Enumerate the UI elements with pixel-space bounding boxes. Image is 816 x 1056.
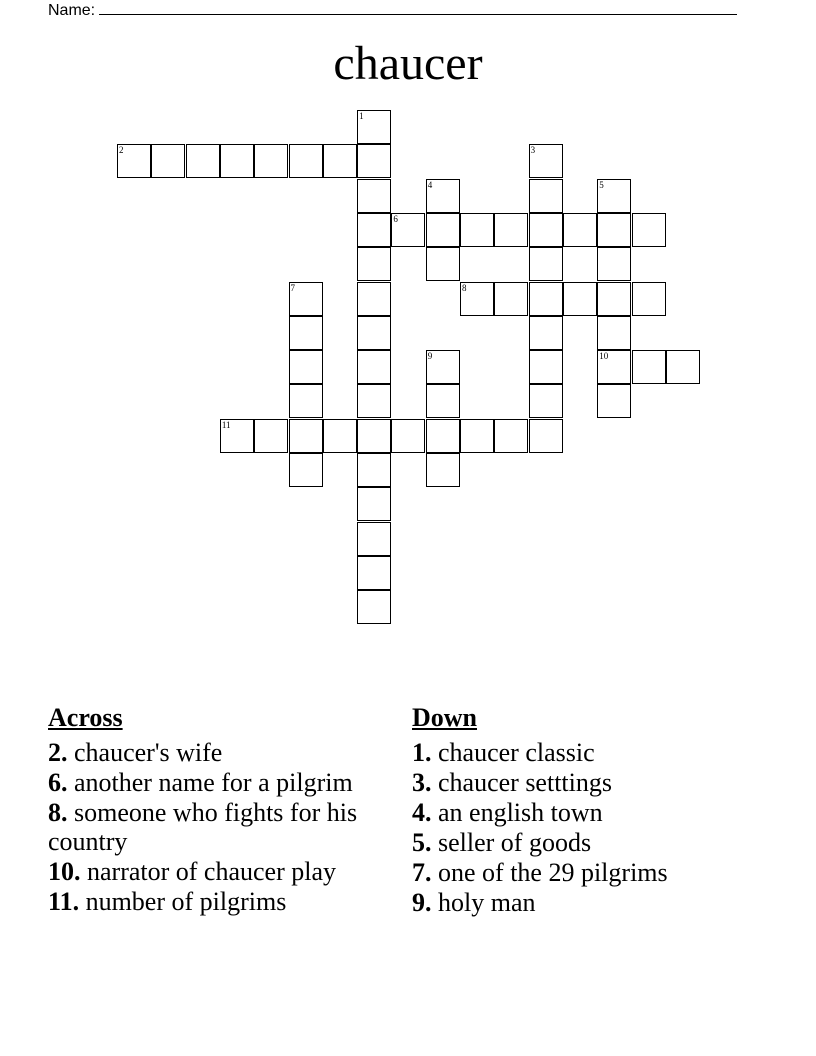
grid-cell[interactable] — [529, 316, 563, 350]
grid-cell[interactable] — [494, 213, 528, 247]
down-clue — [412, 828, 772, 857]
across-clue — [48, 768, 378, 797]
clue-number: 11 — [221, 419, 231, 430]
across-clues — [48, 703, 378, 917]
down-clue — [412, 768, 772, 797]
across-clue — [48, 857, 378, 886]
clue-number-label: 1. — [412, 738, 432, 767]
grid-cell[interactable] — [117, 144, 151, 178]
grid-cell[interactable] — [597, 384, 631, 418]
grid-cell[interactable] — [357, 144, 391, 178]
clue-text: holy man — [431, 888, 536, 917]
clue-text: someone who fights for his country — [48, 798, 358, 856]
down-heading: Down — [412, 703, 478, 732]
grid-cell[interactable] — [597, 213, 631, 247]
grid-cell[interactable] — [357, 179, 391, 213]
clue-number-label: 9. — [412, 888, 432, 917]
grid-cell[interactable] — [357, 556, 391, 590]
down-clue — [412, 858, 772, 887]
clue-number-label: 6. — [48, 768, 68, 797]
grid-cell[interactable] — [632, 213, 666, 247]
clue-number-label: 10. — [48, 857, 81, 886]
grid-cell[interactable] — [186, 144, 220, 178]
grid-cell[interactable] — [357, 522, 391, 556]
clue-number: 5 — [599, 179, 604, 190]
grid-cell[interactable] — [529, 350, 563, 384]
across-clue — [48, 798, 378, 856]
grid-cell[interactable] — [563, 282, 597, 316]
clue-number-label: 2. — [48, 738, 68, 767]
grid-cell[interactable] — [357, 590, 391, 624]
grid-cell[interactable] — [151, 144, 185, 178]
grid-cell[interactable] — [391, 213, 425, 247]
grid-cell[interactable] — [357, 419, 391, 453]
grid-cell[interactable] — [220, 144, 254, 178]
grid-cell[interactable] — [357, 453, 391, 487]
clue-number: 8 — [462, 282, 467, 293]
grid-cell[interactable] — [529, 419, 563, 453]
clue-text: one of the 29 pilgrims — [431, 858, 668, 887]
clue-text: an english town — [431, 798, 603, 827]
clue-number: 10 — [599, 351, 609, 362]
clue-text: chaucer setttings — [431, 768, 612, 797]
page-title: chaucer — [333, 37, 483, 90]
clue-number-label: 4. — [412, 798, 432, 827]
grid-cell[interactable] — [391, 419, 425, 453]
down-clue-list — [412, 738, 772, 917]
grid-cell[interactable] — [357, 316, 391, 350]
clue-number: 6 — [393, 213, 398, 224]
grid-cell[interactable] — [563, 213, 597, 247]
clue-text: another name for a pilgrim — [67, 768, 353, 797]
across-clue — [48, 738, 378, 767]
grid-cell[interactable] — [289, 282, 323, 316]
grid-cell[interactable] — [357, 350, 391, 384]
grid-cell[interactable] — [289, 384, 323, 418]
grid-cell[interactable] — [529, 384, 563, 418]
clue-text: narrator of chaucer play — [80, 857, 337, 886]
clue-number: 3 — [530, 145, 536, 156]
clue-number: 9 — [427, 351, 433, 362]
grid-cell[interactable] — [529, 247, 563, 281]
clue-number-label: 7. — [412, 858, 432, 887]
grid-cell[interactable] — [289, 350, 323, 384]
grid-cell[interactable] — [426, 453, 460, 487]
grid-cell[interactable] — [597, 179, 631, 213]
down-clues — [412, 703, 772, 918]
grid-cell[interactable] — [529, 282, 563, 316]
clue-number-label: 5. — [412, 828, 432, 857]
grid-cell[interactable] — [357, 213, 391, 247]
name-label: Name: — [48, 2, 96, 19]
grid-cell[interactable] — [529, 179, 563, 213]
clue-number: 1 — [359, 111, 364, 121]
grid-cell[interactable] — [254, 419, 288, 453]
across-heading: Across — [48, 703, 123, 732]
grid-cell[interactable] — [357, 247, 391, 281]
grid-cell[interactable] — [323, 419, 357, 453]
grid-cell[interactable] — [323, 144, 357, 178]
grid-cell[interactable] — [357, 110, 391, 144]
grid-cell[interactable] — [426, 384, 460, 418]
across-clue — [48, 887, 378, 916]
grid-cell[interactable] — [426, 179, 460, 213]
across-clue-list — [48, 738, 378, 916]
grid-cell[interactable] — [597, 247, 631, 281]
grid-cell[interactable] — [460, 282, 494, 316]
clue-text: number of pilgrims — [79, 887, 287, 916]
clue-number-label: 11. — [48, 887, 80, 916]
grid-cell[interactable] — [597, 350, 631, 384]
down-clue — [412, 738, 772, 767]
grid-cell[interactable] — [460, 213, 494, 247]
clue-number-label: 3. — [412, 768, 432, 797]
grid-cell[interactable] — [220, 419, 254, 453]
grid-cell[interactable] — [289, 144, 323, 178]
grid-cell[interactable] — [529, 213, 563, 247]
grid-cell[interactable] — [254, 144, 288, 178]
clue-number: 4 — [427, 179, 433, 190]
grid-cell[interactable] — [357, 384, 391, 418]
clue-text: seller of goods — [431, 828, 592, 857]
clue-text: chaucer's wife — [67, 738, 223, 767]
down-clue — [412, 798, 772, 827]
grid-cell[interactable] — [357, 487, 391, 521]
grid-cell[interactable] — [597, 316, 631, 350]
grid-cell[interactable] — [632, 282, 666, 316]
clue-text: chaucer classic — [431, 738, 595, 767]
grid-cell[interactable] — [460, 419, 494, 453]
clue-number: 7 — [290, 282, 295, 293]
grid-cell[interactable] — [289, 316, 323, 350]
grid-cell[interactable] — [597, 282, 631, 316]
grid-cell[interactable] — [426, 419, 460, 453]
grid-cell[interactable] — [357, 282, 391, 316]
grid-cell[interactable] — [529, 144, 563, 178]
grid-cell[interactable] — [632, 350, 666, 384]
grid-cell[interactable] — [289, 453, 323, 487]
clue-number: 2 — [119, 145, 124, 156]
grid-cell[interactable] — [494, 282, 528, 316]
grid-cell[interactable] — [494, 419, 528, 453]
down-clue — [412, 888, 772, 917]
grid-cell[interactable] — [666, 350, 700, 384]
grid-cell[interactable] — [426, 247, 460, 281]
grid-cell[interactable] — [426, 213, 460, 247]
clue-number-label: 8. — [48, 798, 68, 827]
grid-cell[interactable] — [289, 419, 323, 453]
grid-cell[interactable] — [426, 350, 460, 384]
